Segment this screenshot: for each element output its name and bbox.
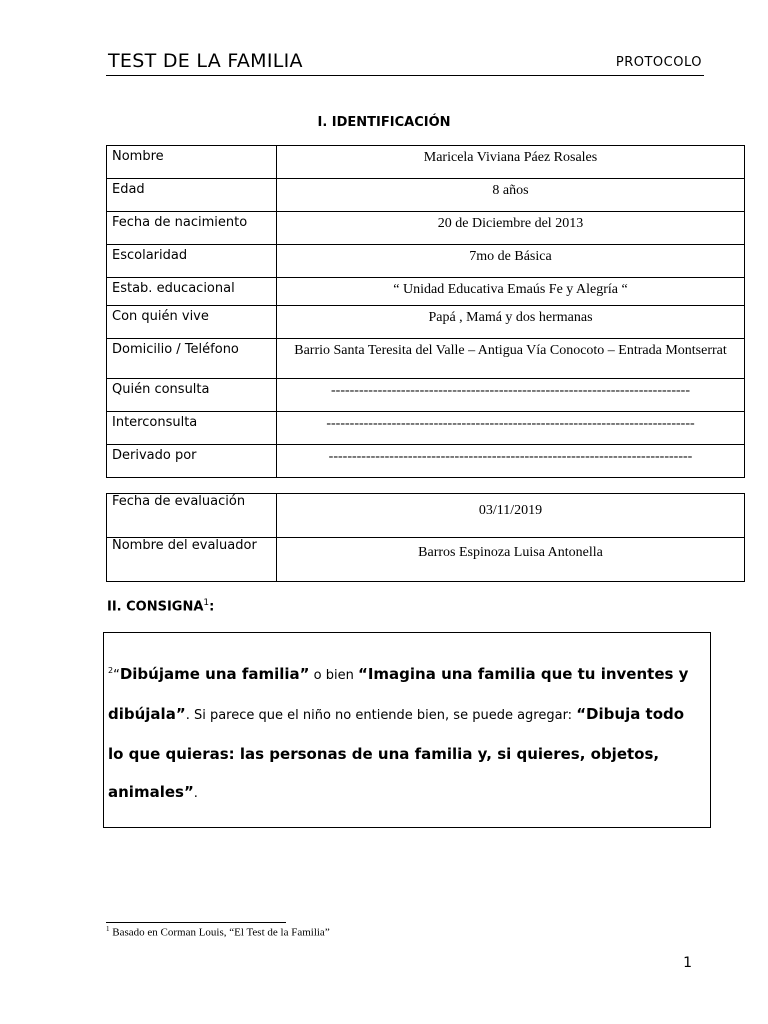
consigna-instruction-2: “Imagina una familia que tu inventes y dibújala” [108, 665, 689, 723]
section-consigna-label: II. CONSIGNA [107, 599, 204, 615]
field-value: 7mo de Básica [277, 245, 745, 278]
field-value: Barros Espinoza Luisa Antonella [277, 538, 745, 582]
field-label: Domicilio / Teléfono [107, 339, 277, 379]
document-title: TEST DE LA FAMILIA [108, 50, 303, 72]
field-label: Fecha de nacimiento [107, 212, 277, 245]
field-label: Edad [107, 179, 277, 212]
page-number: 1 [683, 955, 692, 971]
header-rule [106, 75, 704, 76]
field-value: Barrio Santa Teresita del Valle – Antigua Vía Conocoto – Entrada Montserrat [277, 339, 745, 379]
field-value: ------------------------------------------------------------------------------- [277, 412, 745, 445]
consigna-box [103, 632, 711, 828]
field-label: Con quién vive [107, 306, 277, 339]
table-row [107, 379, 745, 412]
evaluation-table [106, 493, 745, 582]
table-row [107, 306, 745, 339]
table-row [107, 538, 745, 582]
table-row [107, 494, 745, 538]
field-value: “ Unidad Educativa Emaús Fe y Alegría “ [277, 278, 745, 306]
protocol-label: PROTOCOLO [615, 55, 702, 70]
field-label: Nombre del evaluador [107, 538, 277, 582]
field-value: 03/11/2019 [277, 494, 745, 538]
footnote-rule [106, 922, 286, 923]
field-value: Maricela Viviana Páez Rosales [277, 146, 745, 179]
section-consigna-colon: : [209, 599, 215, 615]
table-row [107, 146, 745, 179]
field-value: 20 de Diciembre del 2013 [277, 212, 745, 245]
field-label: Derivado por [107, 445, 277, 478]
consigna-open-quote: “ [113, 668, 120, 683]
field-label: Fecha de evaluación [107, 494, 277, 538]
table-row [107, 212, 745, 245]
field-label: Estab. educacional [107, 278, 277, 306]
table-row [107, 278, 745, 306]
field-value: ------------------------------------------------------------------------------ [277, 445, 745, 478]
table-row [107, 445, 745, 478]
field-value: Papá , Mamá y dos hermanas [277, 306, 745, 339]
consigna-instruction-3: “Dibuja todo lo que quieras: las personas de una familia y, si quieres, objetos, animales” [108, 705, 685, 801]
footnote-ref: 2 [108, 666, 114, 675]
consigna-text: . [193, 786, 198, 801]
field-label: Quién consulta [107, 379, 277, 412]
field-value: ----------------------------------------------------------------------------- [277, 379, 745, 412]
table-row [107, 339, 745, 379]
footnote-number: 1 [106, 925, 110, 933]
field-label: Nombre [107, 146, 277, 179]
field-label: Interconsulta [107, 412, 277, 445]
footnote-text: Basado en Corman Louis, “El Test de la Familia” [109, 926, 330, 939]
table-row [107, 179, 745, 212]
section-identification-title: I. IDENTIFICACIÓN [317, 115, 451, 130]
field-value: 8 años [277, 179, 745, 212]
field-label: Escolaridad [107, 245, 277, 278]
footnote-ref: 1 [203, 598, 210, 608]
consigna-text: o bien [309, 668, 358, 683]
table-row [107, 245, 745, 278]
table-row [107, 412, 745, 445]
section-consigna-title [107, 598, 214, 614]
consigna-text: . Si parece que el niño no entiende bien, se puede agregar: [185, 708, 577, 723]
footnote [106, 925, 330, 939]
identification-table [106, 145, 745, 478]
consigna-instruction-1: Dibújame una familia” [119, 665, 310, 683]
